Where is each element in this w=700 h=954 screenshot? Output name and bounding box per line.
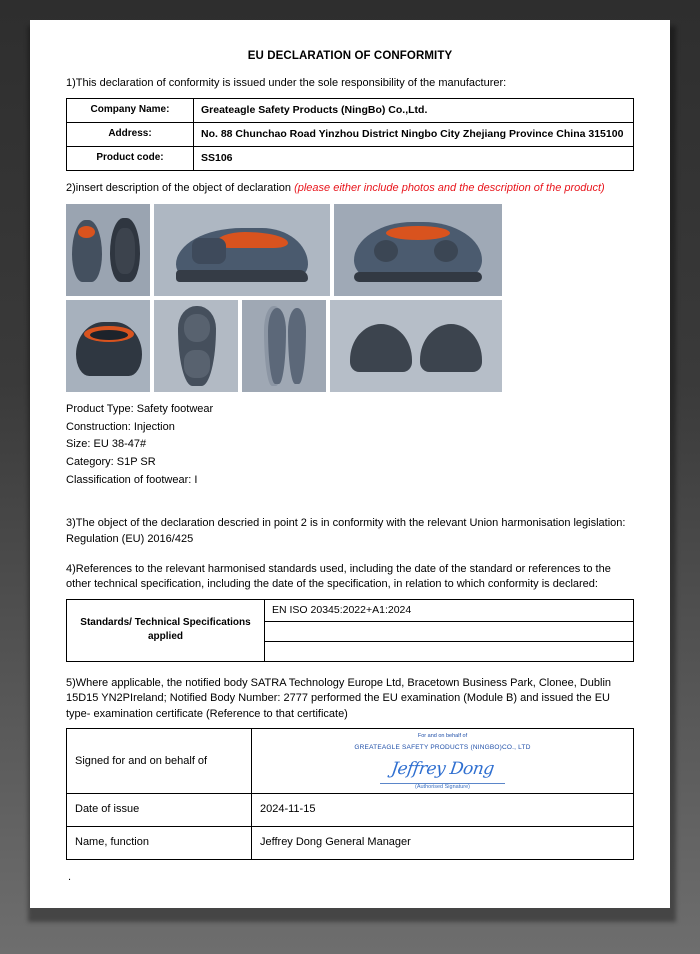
standard-value-3 [265,641,634,661]
standard-value-1: EN ISO 20345:2022+A1:2024 [265,599,634,621]
product-photo-grid [66,204,634,392]
photo-row-1 [66,204,634,296]
spec-category: Category: S1P SR [66,456,156,469]
signature-cell [252,729,634,794]
table-row [67,122,634,146]
date-of-issue-value: 2024-11-15 [252,794,634,827]
signed-for-label: Signed for and on behalf of [67,729,252,794]
clause-1-text: 1)This declaration of conformity is issued under the sole responsibility of the manufacturer: [66,77,507,90]
signature-table [66,728,634,859]
name-function-label: Name, function [67,827,252,860]
standards-table [66,599,634,662]
stamp-line-2: GREATEAGLE SAFETY PRODUCTS (NINGBO)CO., LTD [354,744,531,752]
photo-shoe-pair-top [66,204,150,296]
photo-toecaps [330,300,502,392]
address-value: No. 88 Chunchao Road Yinzhou District Ningbo City Zhejiang Province China 315100 [194,122,634,146]
clause-2-text [66,181,634,197]
table-row [67,599,634,621]
product-code-label: Product code: [67,146,194,170]
table-row [67,794,634,827]
photo-row-2 [66,300,634,392]
spec-size: Size: EU 38-47# [66,438,147,451]
photo-shoe-collar-detail [66,300,150,392]
date-of-issue-label: Date of issue [67,794,252,827]
table-row [67,729,634,794]
stamp-line-1: For and on behalf of [417,733,468,740]
company-name-label: Company Name: [67,98,194,122]
photo-shoe-side-view [154,204,330,296]
photo-outsole-tread [154,300,238,392]
spec-product-type: Product Type: Safety footwear [66,403,214,416]
table-row [67,98,634,122]
signature-caption: (Authorised Signature) [414,783,471,790]
handwritten-signature: Jeffrey Dong [389,758,496,779]
table-row [67,146,634,170]
clause-5-text: 5)Where applicable, the notified body SATRA Technology Europe Ltd, Bracetown Business Park, Clonee, Dublin 15D15 YN2PIreland; Notified Body Number: 2777 performed the EU examination (Module B) and issued the EU type- examination certificate (Reference to that certificate) [66,676,612,720]
address-label: Address: [67,122,194,146]
product-code-value: SS106 [194,146,634,170]
company-table [66,98,634,171]
clause-3-text: 3)The object of the declaration descried in point 2 is in conformity with the relevant Union harmonisation legislation: Regulation (EU) 2016/425 [66,517,626,545]
spec-classification: Classification of footwear: I [66,473,198,486]
clause-2-red: (please either include photos and the description of the product) [294,181,605,194]
company-name-value: Greateagle Safety Products (NingBo) Co.,Ltd. [194,98,634,122]
name-function-value: Jeffrey Dong General Manager [252,827,634,860]
standards-label: Standards/ Technical Specifications applied [67,599,265,661]
page-title: EU DECLARATION OF CONFORMITY [247,50,453,62]
standard-value-2 [265,621,634,641]
clause-4-text: 4)References to the relevant harmonised standards used, including the date of the standard or references to the other technical specification, including the date of the specification, in relation to which conformity is declared: [66,562,611,591]
document-page [30,20,670,908]
company-table-wrapper [66,98,634,171]
table-row [67,827,634,860]
photo-shoe-front-view [334,204,502,296]
clause-2-black: 2)insert description of the object of declaration [66,181,295,194]
trailing-mark: . [68,870,72,883]
photo-insole [242,300,326,392]
spec-construction: Construction: Injection [66,420,175,433]
product-spec-list [66,402,634,488]
signature-stamp [260,733,625,789]
